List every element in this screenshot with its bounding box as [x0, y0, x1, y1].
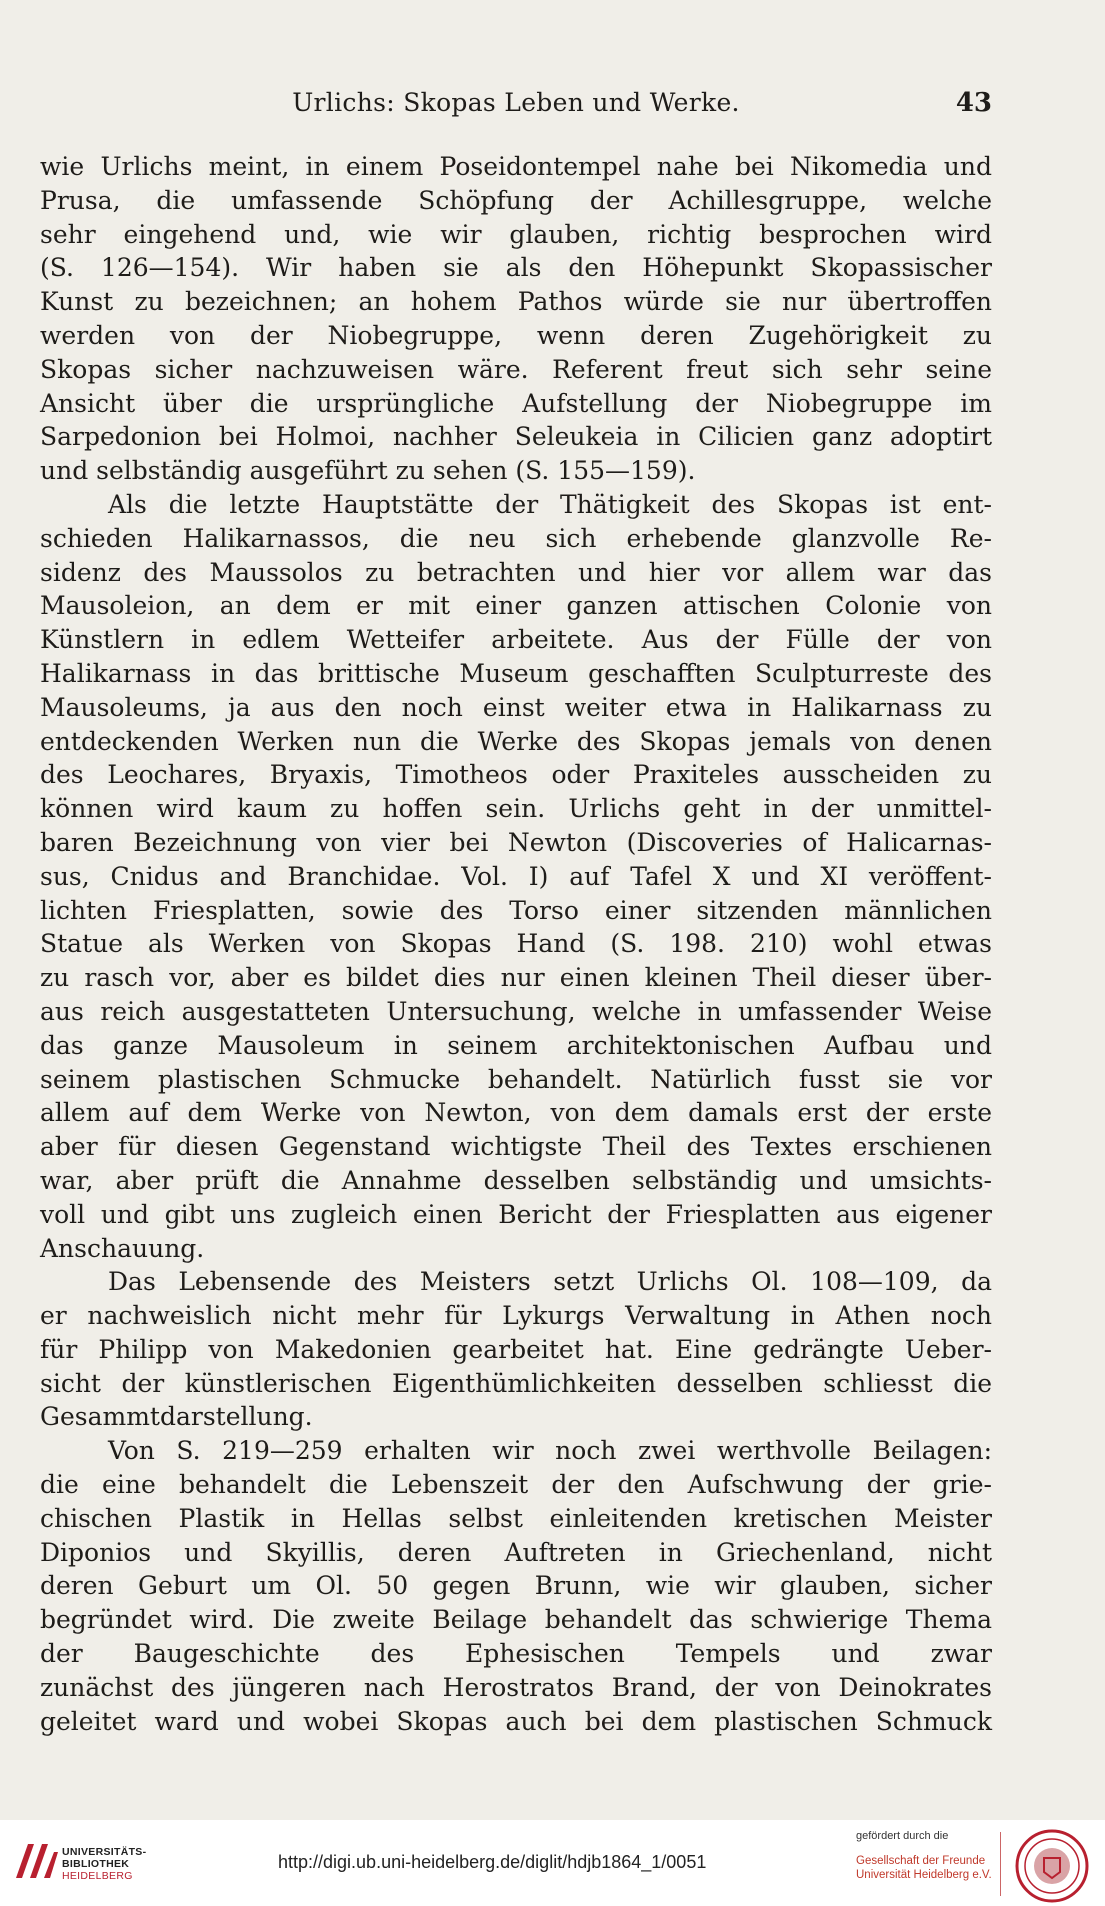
text-line: des Leochares, Bryaxis, Timotheos oder Praxiteles ausscheiden zu	[40, 760, 992, 790]
sponsor-name-line: Universität Heidelberg e.V.	[856, 1869, 992, 1881]
text-line: Als die letzte Hauptstätte der Thätigkeit des Skopas ist ent-	[108, 489, 992, 519]
text-line: Gesammtdarstellung.	[40, 1402, 313, 1432]
page-number: 43	[955, 88, 992, 118]
text-line: Diponios und Skyillis, deren Auftreten in Griechenland, nicht	[40, 1537, 992, 1567]
text-line: Ansicht über die ursprüngliche Aufstellung der Niobegruppe im	[40, 388, 992, 418]
text-line: voll und gibt uns zugleich einen Bericht der Friesplatten aus eigener	[40, 1199, 992, 1229]
permalink[interactable]: http://digi.ub.uni-heidelberg.de/diglit/hdjb1864_1/0051	[278, 1852, 707, 1872]
text-line: schieden Halikarnassos, die neu sich erhebende glanzvolle Re-	[40, 523, 992, 553]
text-line: zu rasch vor, aber es bildet dies nur einen kleinen Theil dieser über-	[40, 963, 992, 993]
text-line: Prusa, die umfassende Schöpfung der Achillesgruppe, welche	[40, 185, 992, 215]
text-line: sehr eingehend und, wie wir glauben, richtig besprochen wird	[40, 219, 992, 249]
text-line: für Philipp von Makedonien gearbeitet hat. Eine gedrängte Ueber-	[40, 1334, 992, 1364]
body-text	[40, 150, 992, 1738]
text-line: chischen Plastik in Hellas selbst einleitenden kretischen Meister	[40, 1503, 992, 1533]
text-line: die eine behandelt die Lebenszeit der den Aufschwung der grie-	[40, 1470, 992, 1500]
text-line: (S. 126—154). Wir haben sie als den Höhepunkt Skopassischer	[40, 253, 992, 283]
ub-heidelberg-logo-icon	[8, 1834, 64, 1890]
text-line: können wird kaum zu hoffen sein. Urlichs geht in der unmittel-	[40, 794, 992, 824]
library-label-line: BIBLIOTHEK	[62, 1858, 130, 1870]
text-line: er nachweislich nicht mehr für Lykurgs Verwaltung in Athen noch	[40, 1301, 992, 1331]
text-line: Anschauung.	[40, 1233, 205, 1263]
text-line: sidenz des Maussolos zu betrachten und hier vor allem war das	[40, 557, 992, 587]
text-line: entdeckenden Werken nun die Werke des Skopas jemals von denen	[40, 726, 992, 756]
text-line: seinem plastischen Schmucke behandelt. Natürlich fusst sie vor	[40, 1064, 992, 1094]
university-seal-icon	[1014, 1828, 1090, 1904]
page-header	[40, 88, 992, 128]
library-label-line: HEIDELBERG	[62, 1870, 133, 1882]
text-line: Skopas sicher nachzuweisen wäre. Referent freut sich sehr seine	[40, 354, 992, 384]
text-line: sicht der künstlerischen Eigenthümlichkeiten desselben schliesst die	[40, 1368, 992, 1398]
text-line: Halikarnass in das brittische Museum geschafften Sculpturreste des	[40, 658, 992, 688]
sponsor-label: gefördert durch die	[856, 1830, 949, 1842]
text-line: lichten Friesplatten, sowie des Torso einer sitzenden männlichen	[40, 895, 992, 925]
footer-divider	[1000, 1832, 1001, 1896]
text-line: Statue als Werken von Skopas Hand (S. 198. 210) wohl etwas	[40, 929, 992, 959]
sponsor-name-line: Gesellschaft der Freunde	[856, 1855, 986, 1867]
text-line: begründet wird. Die zweite Beilage behandelt das schwierige Thema	[40, 1605, 992, 1635]
text-line: geleitet ward und wobei Skopas auch bei dem plastischen Schmuck	[40, 1706, 992, 1736]
text-line: Künstlern in edlem Wetteifer arbeitete. Aus der Fülle der von	[40, 625, 992, 655]
text-line: Sarpedonion bei Holmoi, nachher Seleukeia in Cilicien ganz adoptirt	[40, 422, 992, 452]
footer-bar	[0, 1820, 1105, 1906]
library-label	[62, 1846, 146, 1882]
text-line: werden von der Niobegruppe, wenn deren Zugehörigkeit zu	[40, 320, 992, 350]
text-line: Von S. 219—259 erhalten wir noch zwei werthvolle Beilagen:	[108, 1436, 992, 1466]
text-line: Kunst zu bezeichnen; an hohem Pathos würde sie nur übertroffen	[40, 287, 992, 317]
sponsor-name	[856, 1854, 992, 1882]
text-line: Das Lebensende des Meisters setzt Urlichs Ol. 108—109, da	[108, 1267, 992, 1297]
text-line: deren Geburt um Ol. 50 gegen Brunn, wie wir glauben, sicher	[40, 1571, 992, 1601]
library-label-line: UNIVERSITÄTS-	[62, 1846, 147, 1858]
text-line: aus reich ausgestatteten Untersuchung, welche in umfassender Weise	[40, 996, 992, 1026]
text-line: zunächst des jüngeren nach Herostratos Brand, der von Deinokrates	[40, 1672, 992, 1702]
text-line: baren Bezeichnung von vier bei Newton (Discoveries of Halicarnas-	[40, 827, 992, 857]
text-line: wie Urlichs meint, in einem Poseidontempel nahe bei Nikomedia und	[40, 152, 992, 181]
text-line: aber für diesen Gegenstand wichtigste Theil des Textes erschienen	[40, 1132, 992, 1162]
running-title: Urlichs: Skopas Leben und Werke.	[292, 88, 740, 117]
text-line: das ganze Mausoleum in seinem architektonischen Aufbau und	[40, 1030, 992, 1060]
text-line: sus, Cnidus and Branchidae. Vol. I) auf Tafel X und XI veröffent-	[40, 861, 992, 891]
text-line: war, aber prüft die Annahme desselben selbständig und umsichts-	[40, 1165, 992, 1195]
text-line: und selbständig ausgeführt zu sehen (S. 155—159).	[40, 456, 696, 486]
text-line: der Baugeschichte des Ephesischen Tempels und zwar	[40, 1639, 992, 1669]
text-line: Mausoleion, an dem er mit einer ganzen attischen Colonie von	[40, 591, 992, 621]
text-line: Mausoleums, ja aus den noch einst weiter etwa in Halikarnass zu	[40, 692, 992, 722]
text-line: allem auf dem Werke von Newton, von dem damals erst der erste	[40, 1098, 992, 1128]
